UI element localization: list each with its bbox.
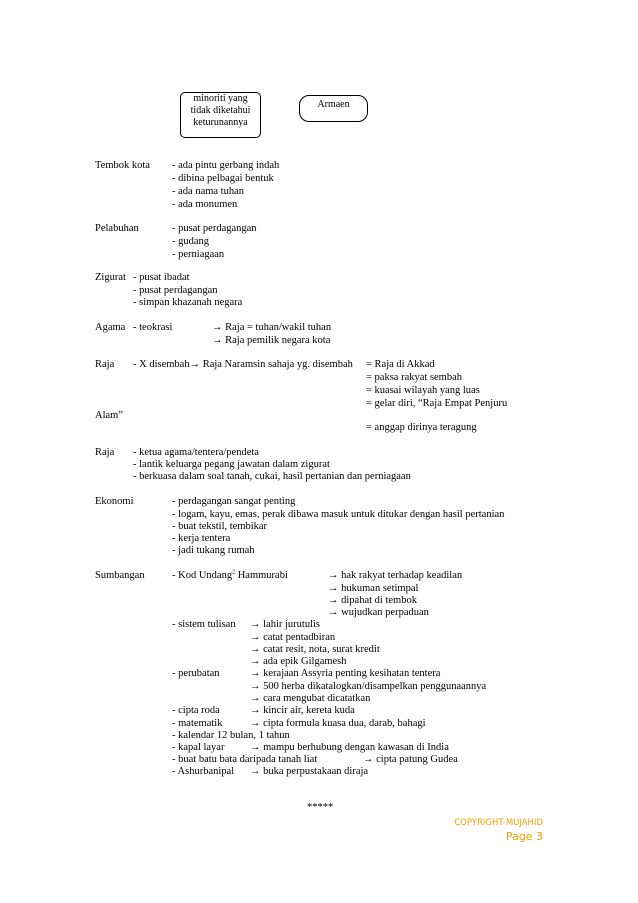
raja-wrap: Alam” (95, 410, 123, 421)
raja-result: = gelar diri, “Raja Empat Penjuru (366, 398, 508, 409)
perubatan-arrow: → 500 herba dikatalogkan/disampelkan penggunaannya (250, 681, 487, 692)
matematik-label: - matematik (172, 718, 223, 729)
raja-label: Raja (95, 359, 115, 370)
zigurat-item: - pusat perdagangan (133, 285, 218, 296)
tulisan-arrow: → ada epik Gilgamesh (250, 656, 347, 667)
kod-undang-text: - Kod Undang (172, 570, 233, 581)
kapal-label: - kapal layar (172, 742, 225, 753)
kapal-arrow: → mampu berhubung dengan kawasan di India (250, 742, 449, 753)
roda-label: - cipta roda (172, 705, 220, 716)
agama-arrow: → Raja = tuhan/wakil tuhan (212, 322, 332, 333)
tulisan-arrow: → lahir jurutulis (250, 619, 320, 630)
kod-undang-sup: 2 (232, 569, 236, 576)
ekonomi-item: - perdagangan sangat penting (172, 496, 296, 507)
pelabuhan-item: - gudang (172, 236, 210, 247)
bata-item: - buat batu bata daripada tanah liat (172, 754, 318, 765)
pelabuhan-item: - perniagaan (172, 249, 225, 260)
ekonomi-item: - kerja tentera (172, 533, 231, 544)
pelabuhan-label: Pelabuhan (95, 223, 139, 234)
tembok-item: - ada nama tuhan (172, 186, 245, 197)
zigurat-label: Zigurat (95, 272, 126, 283)
perubatan-label: - perubatan (172, 668, 220, 679)
agama-label: Agama (95, 322, 126, 333)
tulisan-arrow: → catat resit, nota, surat kredit (250, 644, 380, 655)
tembok-item: - ada pintu gerbang indah (172, 160, 280, 171)
agama-arrow: → Raja pemilik negara kota (212, 335, 331, 346)
zigurat-item: - simpan khazanah negara (133, 297, 243, 308)
kod-undang-name: Hammurabi (235, 570, 288, 581)
copyright-text: COPYRIGHT-MUJAHID (454, 818, 543, 828)
armaen-box (299, 95, 368, 122)
kod-arrow: → wujudkan perpaduan (328, 607, 429, 618)
tembok-item: - ada monumen (172, 199, 238, 210)
kod-undang-label (172, 570, 288, 582)
perubatan-arrow: → cara mengubat dicatatkan (250, 693, 371, 704)
tembok-item: - dibina pelbagai bentuk (172, 173, 274, 184)
minoriti-line: tidak diketahui (190, 105, 251, 116)
minoriti-box (180, 92, 261, 138)
raja2-item: - lantik keluarga pegang jawatan dalam zigurat (133, 459, 330, 470)
raja-item: - X disembah→ Raja Naramsin sahaja yg. disembah (133, 359, 353, 370)
perubatan-arrow: → kerajaan Assyria penting kesihatan tentera (250, 668, 441, 679)
matematik-arrow: → cipta formula kuasa dua, darab, bahagi (250, 718, 426, 729)
page-number: Page 3 (505, 830, 543, 843)
raja-result: = Raja di Akkad (366, 359, 435, 370)
kod-arrow: → hak rakyat terhadap keadilan (328, 570, 463, 581)
raja-result: = paksa rakyat sembah (366, 372, 463, 383)
ashurbanipal-label: - Ashurbanipal (172, 766, 235, 777)
kalendar-item: - kalendar 12 bulan, 1 tahun (172, 730, 290, 741)
raja2-item: - berkuasa dalam soal tanah, cukai, hasil pertanian dan perniagaan (133, 471, 411, 482)
minoriti-line: minoriti yang (193, 93, 248, 104)
agama-item: - teokrasi (133, 322, 173, 333)
pelabuhan-item: - pusat perdagangan (172, 223, 257, 234)
raja-result: = kuasai wilayah yang luas (366, 385, 480, 396)
section-separator: ***** (307, 802, 334, 813)
ekonomi-item: - buat tekstil, tembikar (172, 521, 268, 532)
ekonomi-label: Ekonomi (95, 496, 134, 507)
roda-arrow: → kincir air, kereta kuda (250, 705, 355, 716)
sumbangan-label: Sumbangan (95, 570, 145, 581)
kod-arrow: → dipahat di tembok (328, 595, 417, 606)
armaen-label: Armaen (317, 99, 350, 110)
zigurat-item: - pusat ibadat (133, 272, 190, 283)
minoriti-line: keturunannya (193, 117, 248, 128)
ekonomi-item: - jadi tukang rumah (172, 545, 255, 556)
tembok-label: Tembok kota (95, 160, 150, 171)
ekonomi-item: - logam, kayu, emas, perak dibawa masuk untuk ditukar dengan hasil pertanian (172, 509, 505, 520)
tulisan-label: - sistem tulisan (172, 619, 236, 630)
tulisan-arrow: → catat pentadbiran (250, 632, 336, 643)
bata-arrow: → cipta patung Gudea (363, 754, 458, 765)
raja2-label: Raja (95, 447, 115, 458)
raja2-item: - ketua agama/tentera/pendeta (133, 447, 259, 458)
raja-result: = anggap dirinya teragung (366, 422, 477, 433)
kod-arrow: → hukuman setimpal (328, 583, 419, 594)
ashurbanipal-arrow: → buka perpustakaan diraja (250, 766, 369, 777)
